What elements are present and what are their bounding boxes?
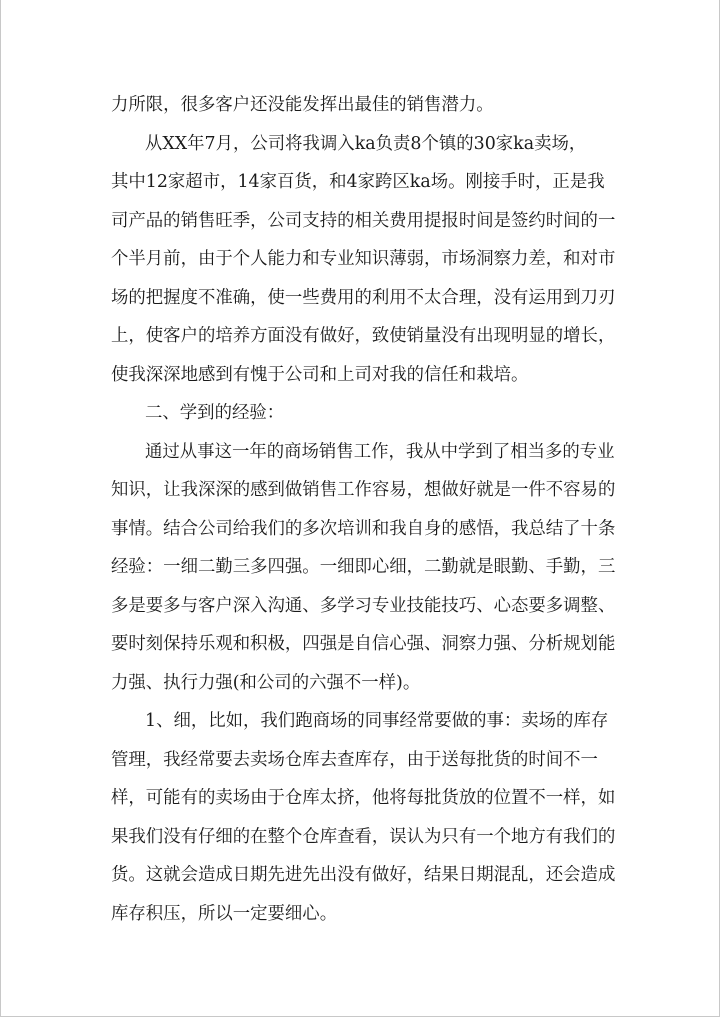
text-line: 其中12家超市，14家百货，和4家跨区ka场。刚接手时，正是我: [111, 172, 605, 192]
text-line: 多是要多与客户深入沟通、多学习专业技能技巧、心态要多调整、: [111, 595, 616, 616]
section-heading: 二、学到的经验：: [145, 403, 285, 423]
text-line: 要时刻保持乐观和积极，四强是自信心强、洞察力强、分析规划能: [111, 634, 616, 654]
text-line: 司产品的销售旺季，公司支持的相关费用提报时间是签约时间的一: [111, 210, 616, 231]
text-line: 经验：一细二勤三多四强。一细即心细，二勤就是眼勤、手勤，三: [111, 557, 616, 577]
text-line: 事情。结合公司给我们的多次培训和我自身的感悟，我总结了十条: [111, 518, 616, 539]
text-line: 力所限，很多客户还没能发挥出最佳的销售潜力。: [111, 95, 494, 115]
paragraph-start-line: 1、细，比如，我们跑商场的同事经常要做的事：卖场的库存: [145, 711, 609, 731]
text-line: 样，可能有的卖场由于仓库太挤，他将每批货放的位置不一样，如: [111, 788, 616, 808]
text-line: 上，使客户的培养方面没有做好，致使销量没有出现明显的增长，: [111, 326, 616, 346]
text-line: 知识，让我深深的感到做销售工作容易，想做好就是一件不容易的: [111, 480, 616, 500]
paragraph-start-line: 从XX年7月，公司将我调入ka负责8个镇的30家ka卖场，: [145, 133, 587, 154]
text-line: 货。这就会造成日期先进先出没有做好，结果日期混乱，还会造成: [111, 865, 616, 885]
text-line: 库存积压，所以一定要细心。: [111, 903, 338, 924]
paragraph-start-line: 通过从事这一年的商场销售工作，我从中学到了相当多的专业: [145, 441, 615, 462]
text-line: 果我们没有仔细的在整个仓库查看，误认为只有一个地方有我们的: [111, 826, 616, 847]
text-line: 场的把握度不准确，使一些费用的利用不太合理，没有运用到刀刃: [111, 287, 616, 308]
text-line: 力强、执行力强(和公司的六强不一样)。: [111, 672, 421, 693]
text-line: 使我深深地感到有愧于公司和上司对我的信任和栽培。: [111, 364, 529, 385]
text-line: 个半月前，由于个人能力和专业知识薄弱，市场洞察力差，和对市: [111, 249, 616, 269]
document-body: [111, 86, 616, 933]
text-line: 管理，我经常要去卖场仓库去查库存，由于送每批货的时间不一: [111, 749, 598, 770]
